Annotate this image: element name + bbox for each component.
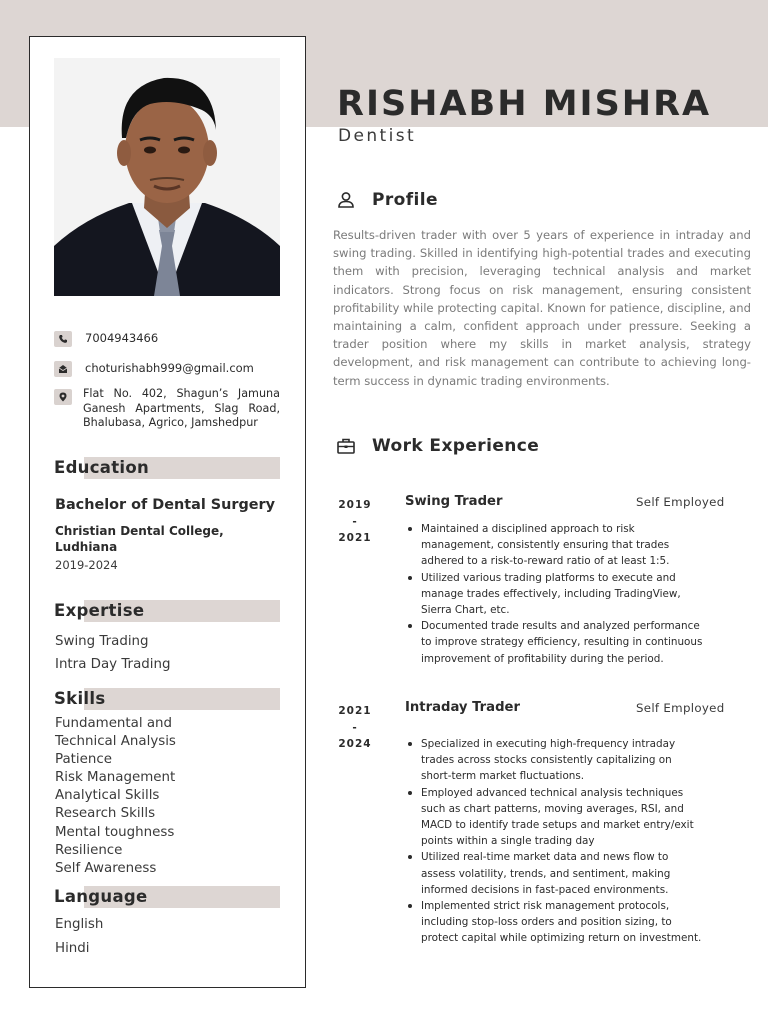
- phone-icon: [54, 331, 72, 347]
- job-start-year: 2019: [338, 499, 372, 511]
- profile-photo: [54, 58, 280, 296]
- profile-heading: Profile: [336, 190, 438, 210]
- job-bullets: [405, 521, 705, 667]
- job-role: Swing Trader: [405, 494, 503, 509]
- phone-number: 7004943466: [85, 331, 159, 345]
- job-year-dash: -: [352, 515, 358, 528]
- job-end-year: 2024: [338, 738, 372, 750]
- expertise-item: Intra Day Trading: [55, 657, 171, 672]
- job-bullet: Utilized various trading platforms to execute and manage trades effectively, including TradingView, Sierra Chart, etc.: [405, 570, 705, 619]
- address-text: Flat No. 402, Shagun’s Jamuna Ganesh Apartments, Slag Road, Bhalubasa, Agrico, Jamshedpur: [83, 387, 280, 429]
- job-bullet: Employed advanced technical analysis techniques such as chart patterns, moving averages, RSI, and MACD to identify trade setups and market entry/exit points within a single trading day: [405, 785, 705, 850]
- job-year-dash: -: [352, 721, 358, 734]
- profile-summary: Results-driven trader with over 5 years of experience in intraday and swing trading. Skilled in identifying high-potential trades and executing them with precision, leveraging technical analysis and market indicators. Strong focus on risk management, ensuring consistent profitability while protecting capital. Known for patience, discipline, and maintaining a calm, confident approach under pressure. Seeking a trader position where my skills in market analysis, strategy development, and risk management can contribute to achieving long-term success in dynamic trading environments.: [333, 228, 751, 388]
- education-degree: Bachelor of Dental Surgery: [55, 497, 276, 513]
- language-heading: Language: [54, 886, 280, 908]
- job-years: [336, 497, 374, 547]
- contact-phone: [54, 331, 280, 347]
- work-experience-heading: Work Experience: [336, 436, 539, 456]
- user-icon: [336, 190, 356, 210]
- location-pin-icon: [54, 389, 72, 405]
- email-address: choturishabh999@gmail.com: [85, 361, 254, 375]
- job-bullet: Utilized real-time market data and news flow to assess volatility, trends, and sentiment, making informed decisions in fast-paced environments.: [405, 849, 705, 898]
- skill-item: Analytical Skills: [55, 788, 160, 803]
- skill-item: Technical Analysis: [55, 734, 176, 749]
- job-company: Self Employed: [636, 701, 725, 715]
- contact-email: [54, 361, 280, 377]
- job-bullet: Documented trade results and analyzed performance to improve strategy efficiency, resulting in continuous improvement of profitability during the period.: [405, 618, 705, 667]
- skill-item: Fundamental and: [55, 716, 173, 731]
- skill-item: Self Awareness: [55, 861, 157, 876]
- expertise-item: Swing Trading: [55, 634, 149, 649]
- briefcase-icon: [336, 436, 356, 456]
- job-start-year: 2021: [338, 705, 372, 717]
- email-icon: [54, 361, 72, 377]
- skill-item: Mental toughness: [55, 825, 175, 840]
- skill-item: Patience: [55, 752, 112, 767]
- expertise-heading: Expertise: [54, 600, 280, 622]
- language-item: Hindi: [55, 941, 90, 956]
- candidate-name: RISHABH MISHRA: [337, 84, 712, 124]
- job-bullets: [405, 736, 705, 947]
- language-item: English: [55, 917, 104, 932]
- skills-heading: Skills: [54, 688, 280, 710]
- candidate-title: Dentist: [338, 126, 417, 146]
- job-years: [336, 703, 374, 753]
- job-bullet: Implemented strict risk management protocols, including stop-loss orders and position sizing, to protect capital while optimizing return on investment.: [405, 898, 705, 947]
- skill-item: Resilience: [55, 843, 123, 858]
- education-college: Christian Dental College, Ludhiana: [55, 524, 224, 554]
- job-bullet: Specialized in executing high-frequency intraday trades across stocks consistently capitalizing on short-term market fluctuations.: [405, 736, 705, 785]
- job-company: Self Employed: [636, 495, 725, 509]
- job-end-year: 2021: [338, 532, 372, 544]
- education-heading: Education: [54, 457, 280, 479]
- skill-item: Risk Management: [55, 770, 176, 785]
- skill-item: Research Skills: [55, 806, 156, 821]
- job-role: Intraday Trader: [405, 700, 520, 715]
- job-bullet: Maintained a disciplined approach to risk management, consistently ensuring that trades adhered to a risk-to-reward ratio of at least 1:5.: [405, 521, 705, 570]
- contact-address: [54, 387, 280, 431]
- education-years: 2019-2024: [55, 558, 118, 572]
